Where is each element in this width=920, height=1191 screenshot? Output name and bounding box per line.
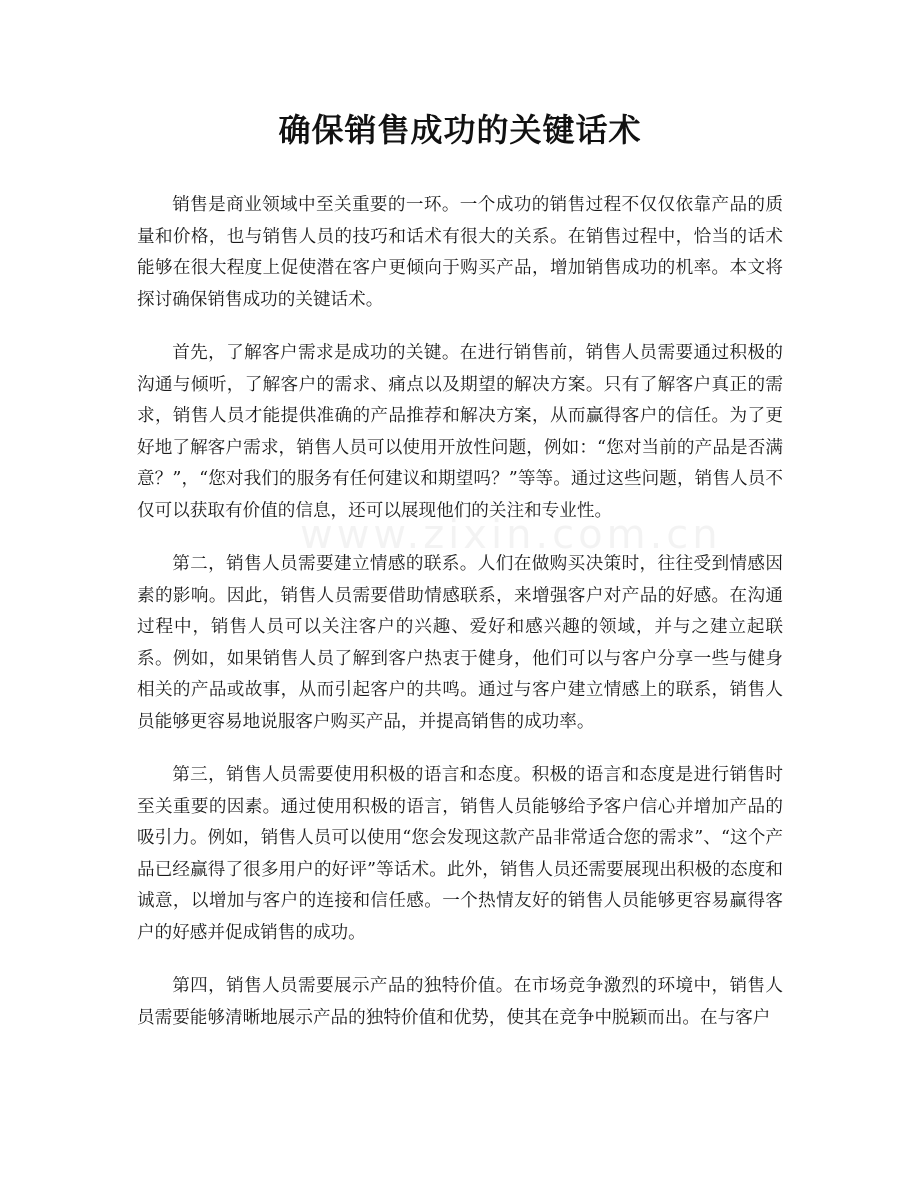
watermark: www.zixin.com.cn: [300, 512, 722, 558]
page-title: 确保销售成功的关键话术: [278, 111, 642, 149]
paragraph-second: 第二，销售人员需要建立情感的联系。人们在做购买决策时，往往受到情感因素的影响。因此，销售人员需要借助情感联系，来增强客户对产品的好感。在沟通过程中，销售人员可以关注客户的兴趣、爱好和感兴趣的领域，并与之建立起联系。例如，如果销售人员了解到客户热衷于健身，他们可以与客户分享一些与健身相关的产品或故事，从而引起客户的共鸣。通过与客户建立情感上的联系，销售人员能够更容易地说服客户购买产品，并提高销售的成功率。: [137, 554, 783, 732]
paragraph-first: 首先，了解客户需求是成功的关键。在进行销售前，销售人员需要通过积极的沟通与倾听，了解客户的需求、痛点以及期望的解决方案。只有了解客户真正的需求，销售人员才能提供准确的产品推荐和解决方案，从而赢得客户的信任。为了更好地了解客户需求，销售人员可以使用开放性问题，例如：“您对当前的产品是否满意？”，“您对我们的服务有任何建议和期望吗？”等等。通过这些问题，销售人员不仅可以获取有价值的信息，还可以展现他们的关注和专业性。: [137, 343, 783, 521]
paragraph-intro: 销售是商业领域中至关重要的一环。一个成功的销售过程不仅仅依靠产品的质量和价格，也与销售人员的技巧和话术有很大的关系。在销售过程中，恰当的话术能够在很大程度上促使潜在客户更倾向于购买产品，增加销售成功的机率。本文将探讨确保销售成功的关键话术。: [137, 195, 783, 310]
paragraph-fourth: 第四，销售人员需要展示产品的独特价值。在市场竞争激烈的环境中，销售人员需要能够清晰地展示产品的独特价值和优势，使其在竞争中脱颖而出。在与客户: [137, 976, 783, 1028]
paragraph-third: 第三，销售人员需要使用积极的语言和态度。积极的语言和态度是进行销售时至关重要的因素。通过使用积极的语言，销售人员能够给予客户信心并增加产品的吸引力。例如，销售人员可以使用“您会发现这款产品非常适合您的需求”、“这个产品已经赢得了很多用户的好评”等话术。此外，销售人员还需要展现出积极的态度和诚意，以增加与客户的连接和信任感。一个热情友好的销售人员能够更容易赢得客户的好感并促成销售的成功。: [137, 765, 783, 943]
